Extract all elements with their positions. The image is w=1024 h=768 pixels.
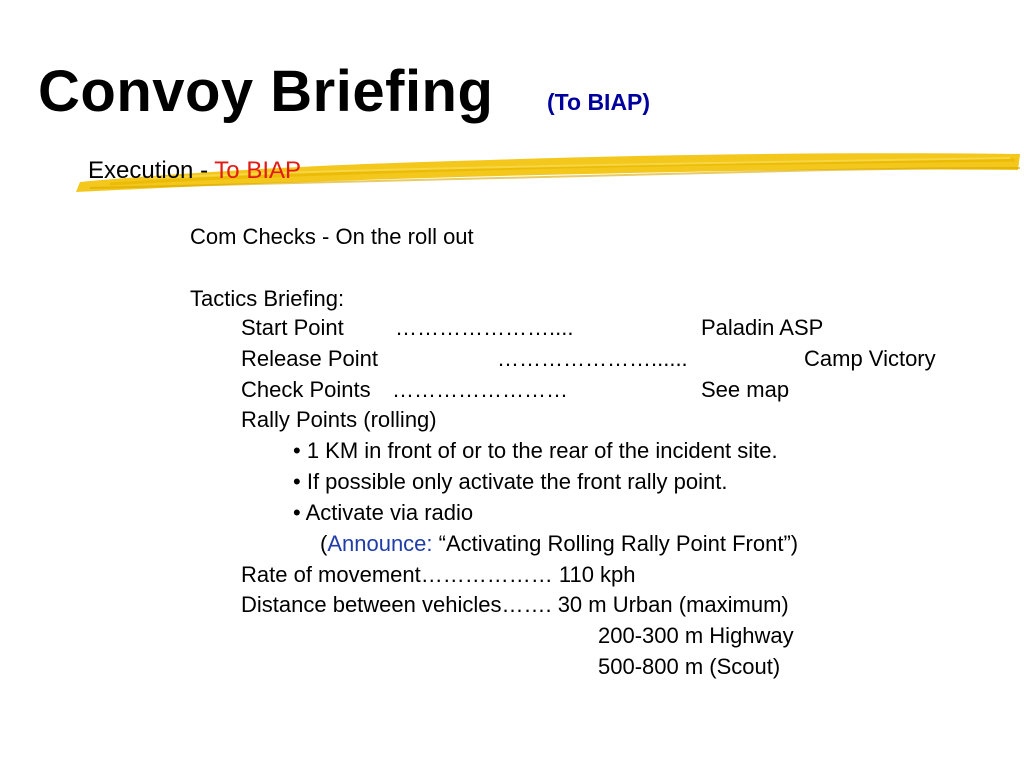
announce-line bbox=[320, 531, 798, 557]
announce-label: Announce: bbox=[327, 531, 433, 556]
highway-distance-line: 200-300 m Highway bbox=[598, 623, 794, 648]
rally-points-line: Rally Points (rolling) bbox=[241, 407, 437, 432]
start-point-value: Paladin ASP bbox=[701, 315, 824, 340]
announce-text: “Activating Rolling Rally Point Front”) bbox=[432, 531, 799, 556]
check-points-value: See map bbox=[701, 377, 790, 402]
announce-open: ( bbox=[320, 531, 328, 556]
bullet-1 bbox=[293, 438, 778, 464]
release-point-label: Release Point bbox=[241, 346, 378, 371]
bullet-dot: • bbox=[293, 500, 306, 525]
scout-distance-line: 500-800 m (Scout) bbox=[598, 654, 781, 679]
start-point-label: Start Point bbox=[241, 315, 344, 340]
bullet-dot: • bbox=[293, 469, 307, 494]
bullet-2-text: If possible only activate the front rally point. bbox=[306, 469, 728, 494]
bullet-1-text: 1 KM in front of or to the rear of the incident site. bbox=[306, 438, 778, 463]
bullet-2 bbox=[293, 469, 728, 495]
bullet-dot: • bbox=[293, 438, 307, 463]
slide-subtitle bbox=[88, 157, 301, 185]
bullet-3 bbox=[293, 500, 473, 526]
check-points-label: Check Points bbox=[241, 377, 371, 402]
slide-title-sub: (To BIAP) bbox=[547, 89, 651, 115]
subtitle-highlight: To BIAP bbox=[214, 157, 302, 184]
com-checks-line: Com Checks - On the roll out bbox=[190, 224, 474, 249]
check-points-dots: …………………… bbox=[392, 377, 568, 402]
tactics-heading: Tactics Briefing: bbox=[190, 286, 345, 311]
rate-of-movement-line: Rate of movement……………… 110 kph bbox=[241, 562, 636, 587]
distance-line: Distance between vehicles……. 30 m Urban (maximum) bbox=[241, 592, 789, 617]
start-point-dots: ………………….... bbox=[395, 315, 574, 340]
release-point-dots: …………………...... bbox=[497, 346, 688, 371]
release-point-value: Camp Victory bbox=[804, 346, 936, 371]
bullet-3-text: Activate via radio bbox=[305, 500, 474, 525]
slide-title: Convoy Briefing bbox=[38, 59, 494, 124]
subtitle-prefix: Execution - bbox=[88, 157, 215, 184]
